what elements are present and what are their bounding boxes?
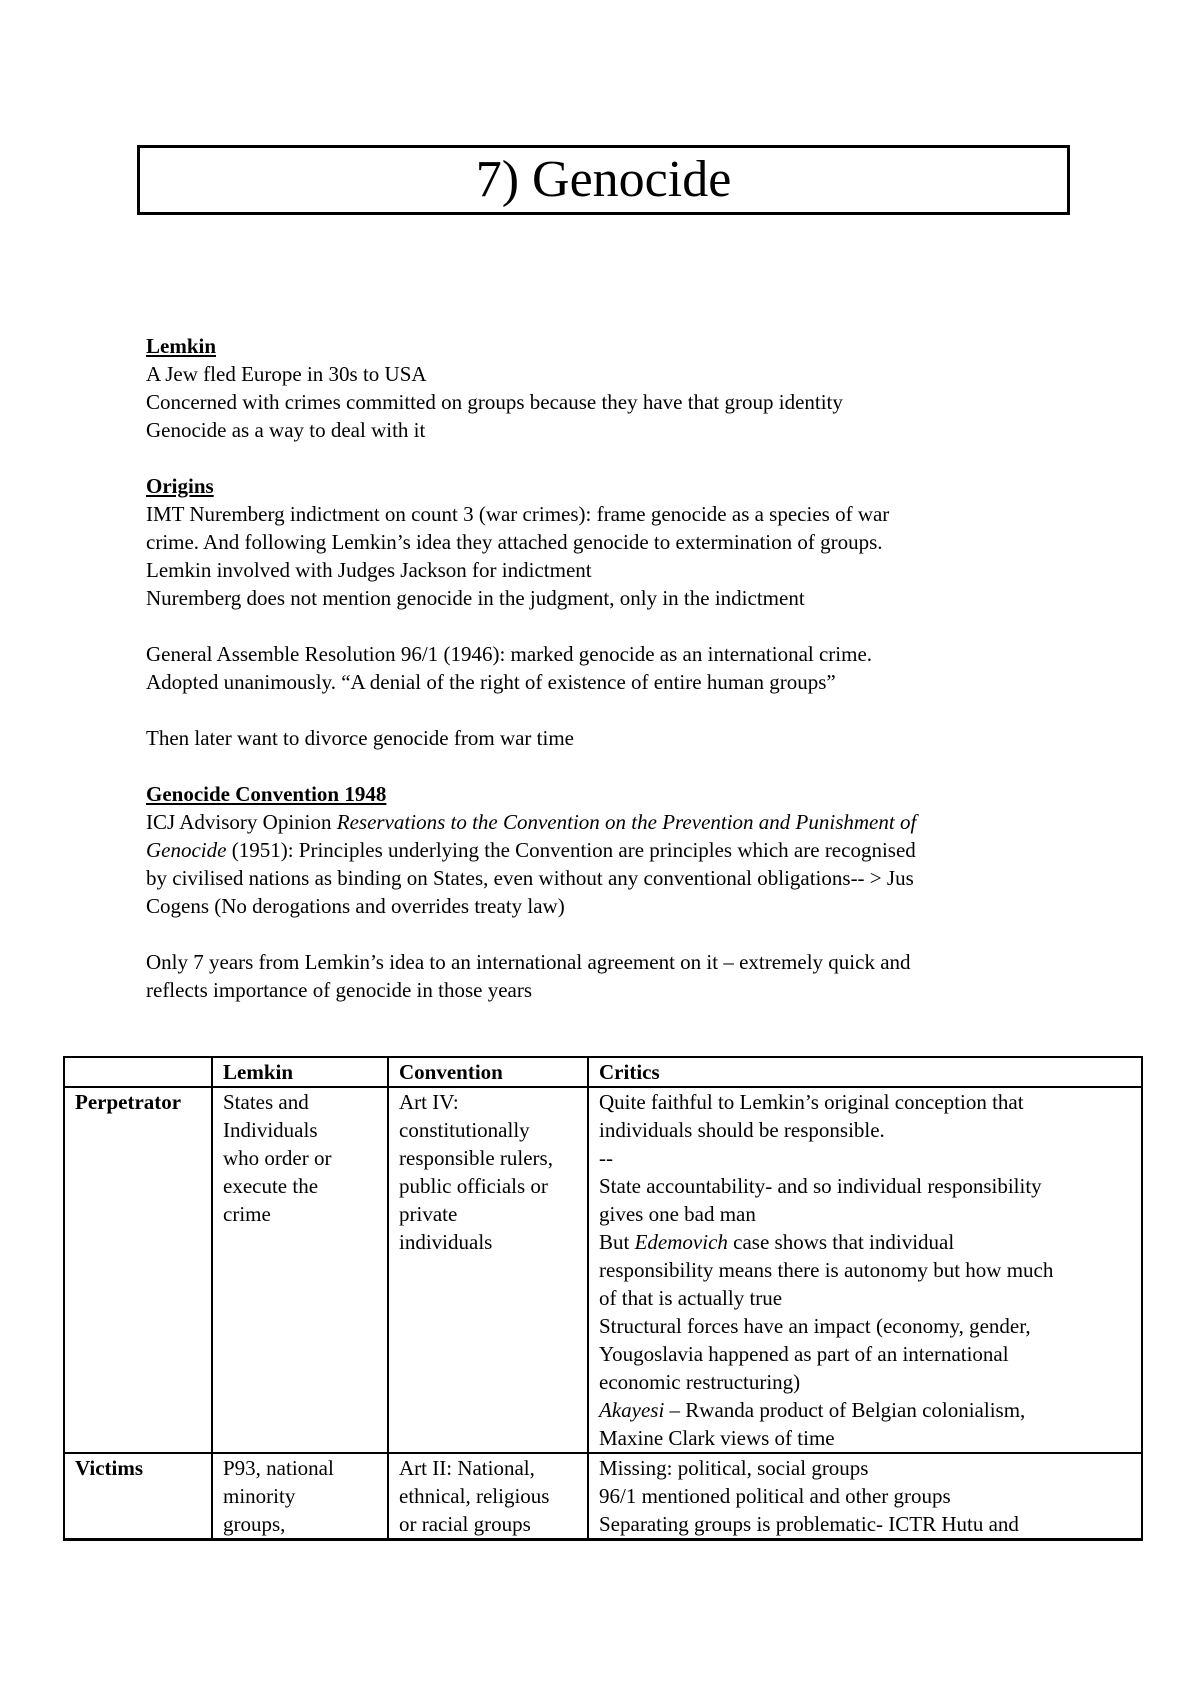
header-cell-empty <box>64 1057 212 1087</box>
page-title: 7) Genocide <box>475 151 732 208</box>
text-line: by civilised nations as binding on States, even without any conventional obligations-- > Jus <box>146 866 914 890</box>
cell-line: responsible rulers, <box>399 1146 553 1170</box>
text-line: General Assemble Resolution 96/1 (1946): marked genocide as an international crime. <box>146 642 873 666</box>
cell-line: ethnical, religious <box>399 1484 550 1508</box>
cell-line: State accountability- and so individual responsibility <box>599 1174 1042 1198</box>
section-lemkin <box>146 332 1076 444</box>
cell-line: minority <box>223 1484 296 1508</box>
title-box <box>137 145 1070 215</box>
cell-line: Individuals <box>223 1118 318 1142</box>
text-line: Only 7 years from Lemkin’s idea to an international agreement on it – extremely quick and <box>146 950 911 974</box>
section-later <box>146 724 1076 752</box>
cell-line: Maxine Clark views of time <box>599 1426 835 1450</box>
cell-line: individuals <box>399 1230 493 1254</box>
akayesi-text: – Rwanda product of Belgian colonialism, <box>664 1398 1026 1422</box>
cell-line <box>599 1228 1136 1256</box>
cell-line: public officials or <box>399 1174 548 1198</box>
text-line: reflects importance of genocide in those years <box>146 978 533 1002</box>
cell-line: Art IV: <box>399 1090 459 1114</box>
body-text <box>146 332 1076 1032</box>
table-row <box>64 1087 1142 1453</box>
table-header-row <box>64 1057 1142 1087</box>
text-line: Cogens (No derogations and overrides treaty law) <box>146 894 565 918</box>
cell-line: economic restructuring) <box>599 1370 801 1394</box>
section-convention <box>146 780 1076 920</box>
section-origins <box>146 472 1076 612</box>
heading-origins: Origins <box>146 474 214 498</box>
case-name-italic: Edemovich <box>634 1230 728 1254</box>
row-label-perpetrator: Perpetrator <box>64 1087 212 1453</box>
cell-line: Art II: National, <box>399 1456 535 1480</box>
text-line: IMT Nuremberg indictment on count 3 (war crimes): frame genocide as a species of war <box>146 502 890 526</box>
cell-line: Separating groups is problematic- ICTR Hutu and <box>599 1512 1019 1536</box>
table-row <box>64 1453 1142 1540</box>
heading-lemkin: Lemkin <box>146 334 217 358</box>
cell-line: gives one bad man <box>599 1202 756 1226</box>
icj-prefix: ICJ Advisory Opinion <box>146 810 337 834</box>
cell-line: individuals should be responsible. <box>599 1118 885 1142</box>
cell-line: execute the <box>223 1174 319 1198</box>
comparison-table <box>63 1056 1143 1541</box>
section-resolution <box>146 640 1076 696</box>
cell-line: who order or <box>223 1146 332 1170</box>
cell-line: Missing: political, social groups <box>599 1456 869 1480</box>
cell-lemkin <box>212 1453 388 1540</box>
case-name-italic: Akayesi <box>599 1398 665 1422</box>
cell-line: Yougoslavia happened as part of an international <box>599 1342 1009 1366</box>
cell-line <box>599 1396 1136 1424</box>
row-label-victims: Victims <box>64 1453 212 1540</box>
text-line: Concerned with crimes committed on groups because they have that group identity <box>146 390 843 414</box>
cell-convention <box>388 1453 588 1540</box>
cell-line: -- <box>599 1146 613 1170</box>
header-cell-lemkin: Lemkin <box>212 1057 388 1087</box>
text-line: Lemkin involved with Judges Jackson for indictment <box>146 558 592 582</box>
cell-line: of that is actually true <box>599 1286 783 1310</box>
case-title-italic: Genocide <box>146 838 227 862</box>
section-quick <box>146 948 1076 1004</box>
cell-critics <box>588 1453 1142 1540</box>
heading-convention: Genocide Convention 1948 <box>146 782 387 806</box>
text-line: Then later want to divorce genocide from war time <box>146 726 574 750</box>
text-line: Genocide as a way to deal with it <box>146 418 426 442</box>
text-line: crime. And following Lemkin’s idea they attached genocide to extermination of groups. <box>146 530 883 554</box>
cell-line: private <box>399 1202 458 1226</box>
icj-rest: (1951): Principles underlying the Convention are principles which are recognised <box>226 838 916 862</box>
cell-line: Structural forces have an impact (economy, gender, <box>599 1314 1031 1338</box>
cell-line: or racial groups <box>399 1512 531 1536</box>
but-text: But <box>599 1230 635 1254</box>
case-title-italic: Reservations to the Convention on the Prevention and Punishment of <box>336 810 917 834</box>
cell-line: groups, <box>223 1512 286 1536</box>
text-line: Adopted unanimously. “A denial of the right of existence of entire human groups” <box>146 670 836 694</box>
text-line <box>146 836 1076 864</box>
cell-line: crime <box>223 1202 271 1226</box>
case-text: case shows that individual <box>727 1230 955 1254</box>
cell-line: States and <box>223 1090 309 1114</box>
header-cell-critics: Critics <box>588 1057 1142 1087</box>
cell-line: Quite faithful to Lemkin’s original conception that <box>599 1090 1024 1114</box>
text-line: A Jew fled Europe in 30s to USA <box>146 362 427 386</box>
cell-lemkin <box>212 1087 388 1453</box>
text-line: Nuremberg does not mention genocide in the judgment, only in the indictment <box>146 586 805 610</box>
text-line <box>146 808 1076 836</box>
cell-line: P93, national <box>223 1456 334 1480</box>
cell-critics <box>588 1087 1142 1453</box>
cell-convention <box>388 1087 588 1453</box>
header-cell-convention: Convention <box>388 1057 588 1087</box>
cell-line: 96/1 mentioned political and other groups <box>599 1484 951 1508</box>
cell-line: constitutionally <box>399 1118 530 1142</box>
cell-line: responsibility means there is autonomy but how much <box>599 1258 1054 1282</box>
